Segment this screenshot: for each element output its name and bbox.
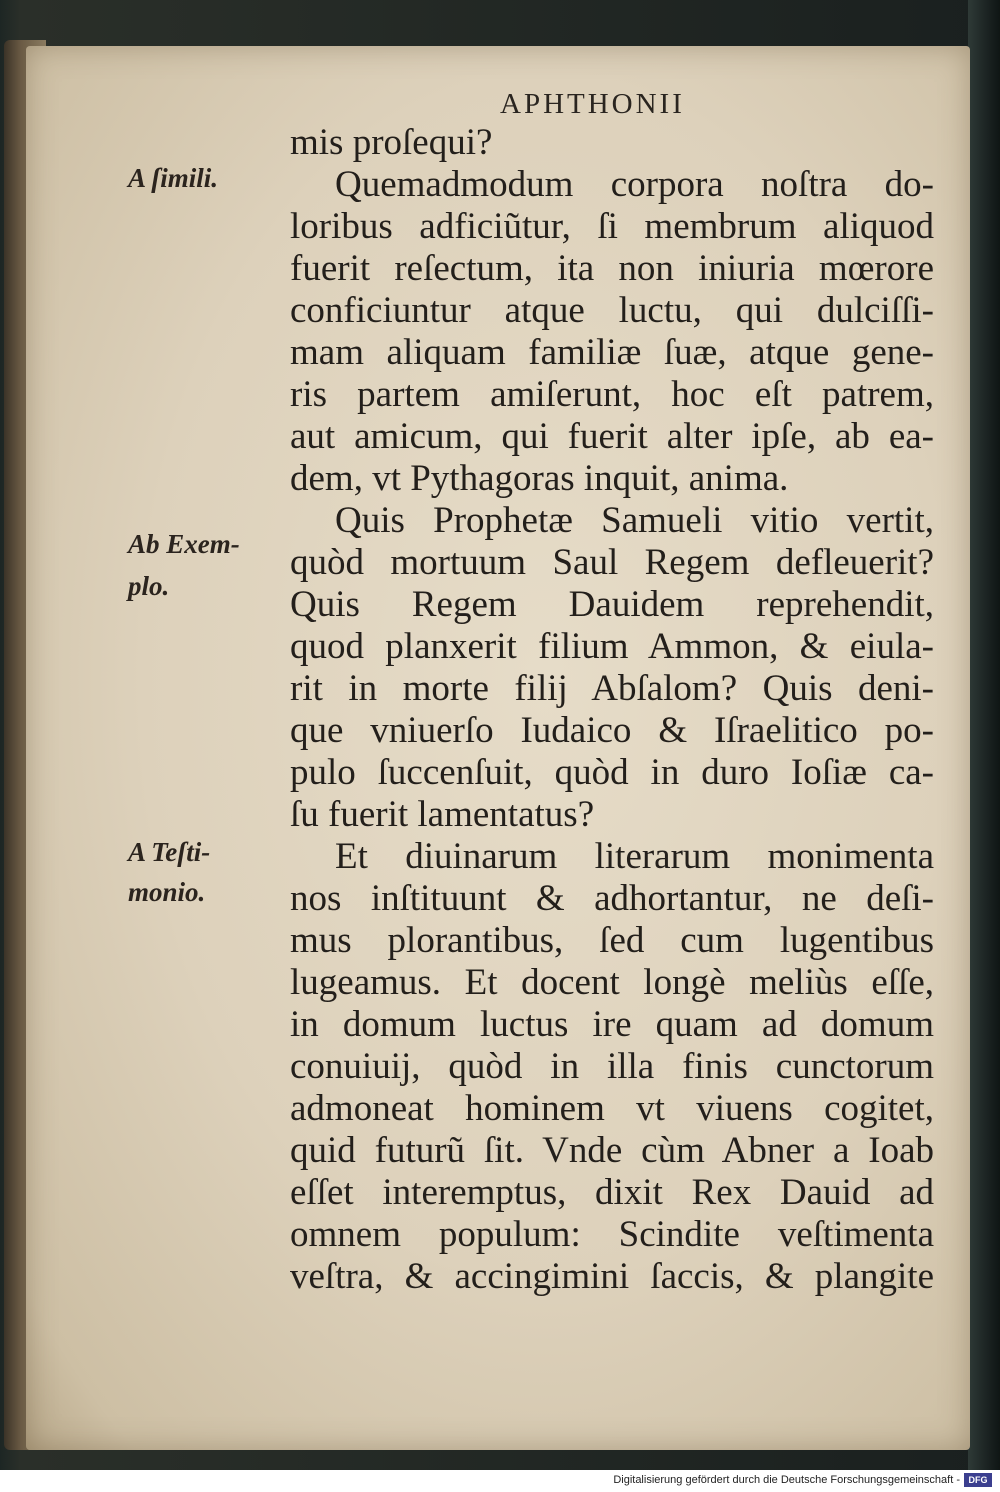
- text-line: Quis Regem Dauidem reprehendit,: [290, 584, 934, 625]
- book-cover-edge: [968, 0, 1000, 1470]
- text-line: pulo ſuccenſuit, quòd in duro Ioſiæ ca-: [290, 752, 934, 793]
- text-line: fuerit reſectum, ita non iniuria mœrore: [290, 248, 934, 289]
- page-body-text: [290, 122, 934, 1298]
- text-line: quid futurũ ſit. Vnde cùm Abner a Ioab: [290, 1130, 934, 1171]
- margin-note-a-simili: A ſimili.: [128, 163, 219, 193]
- margin-note-ab-exemplo-2: plo.: [128, 571, 170, 601]
- text-line: Et diuinarum literarum monimenta: [335, 836, 934, 877]
- text-line: mus plorantibus, ſed cum lugentibus: [290, 920, 934, 961]
- margin-note-ab-exemplo-1: Ab Exem-: [128, 529, 240, 559]
- text-line: veſtra, & accingimini ſaccis, & plangite: [290, 1256, 934, 1297]
- funding-credit: Digitalisierung gefördert durch die Deutsche Forschungsgemeinschaft -: [613, 1474, 960, 1486]
- text-line: conficiuntur atque luctu, qui dulciſſi-: [290, 290, 934, 331]
- margin-note-a-testimonio-2: monio.: [128, 877, 206, 907]
- text-line: mam aliquam familiæ ſuæ, atque gene-: [290, 332, 934, 373]
- text-line: ris partem amiſerunt, hoc eſt patrem,: [290, 374, 934, 415]
- text-line: ſu fuerit lamentatus?: [290, 794, 595, 835]
- text-line: loribus adficiũtur, ſi membrum aliquod: [290, 206, 934, 247]
- margin-note-a-testimonio-1: A Teſti-: [128, 837, 211, 867]
- text-line: Quis Prophetæ Samueli vitio vertit,: [335, 500, 934, 541]
- text-line: quòd mortuum Saul Regem defleuerit?: [290, 542, 934, 583]
- text-line: que vniuerſo Iudaico & Iſraelitico po-: [290, 710, 934, 751]
- text-line: mis proſequi?: [290, 122, 493, 163]
- text-line: eſſet interemptus, dixit Rex Dauid ad: [290, 1172, 934, 1213]
- text-line: admoneat hominem vt viuens cogitet,: [290, 1088, 934, 1129]
- text-line: aut amicum, qui fuerit alter ipſe, ab ea-: [290, 416, 934, 457]
- text-line: in domum luctus ire quam ad domum: [290, 1004, 934, 1045]
- dfg-logo: DFG: [964, 1473, 992, 1487]
- text-line: conuiuij, quòd in illa finis cunctorum: [290, 1046, 934, 1087]
- text-line: dem, vt Pythagoras inquit, anima.: [290, 458, 789, 499]
- text-line: nos inſtituunt & adhortantur, ne deſi-: [290, 878, 934, 919]
- running-header: APHTHONII: [500, 88, 685, 120]
- text-line: lugeamus. Et docent longè meliùs eſſe,: [290, 962, 934, 1003]
- text-line: quod planxerit filium Ammon, & eiula-: [290, 626, 934, 667]
- text-line: rit in morte filij Abſalom? Quis deni-: [290, 668, 934, 709]
- text-line: omnem populum: Scindite veſtimenta: [290, 1214, 934, 1255]
- text-line: Quemadmodum corpora noſtra do-: [335, 164, 934, 205]
